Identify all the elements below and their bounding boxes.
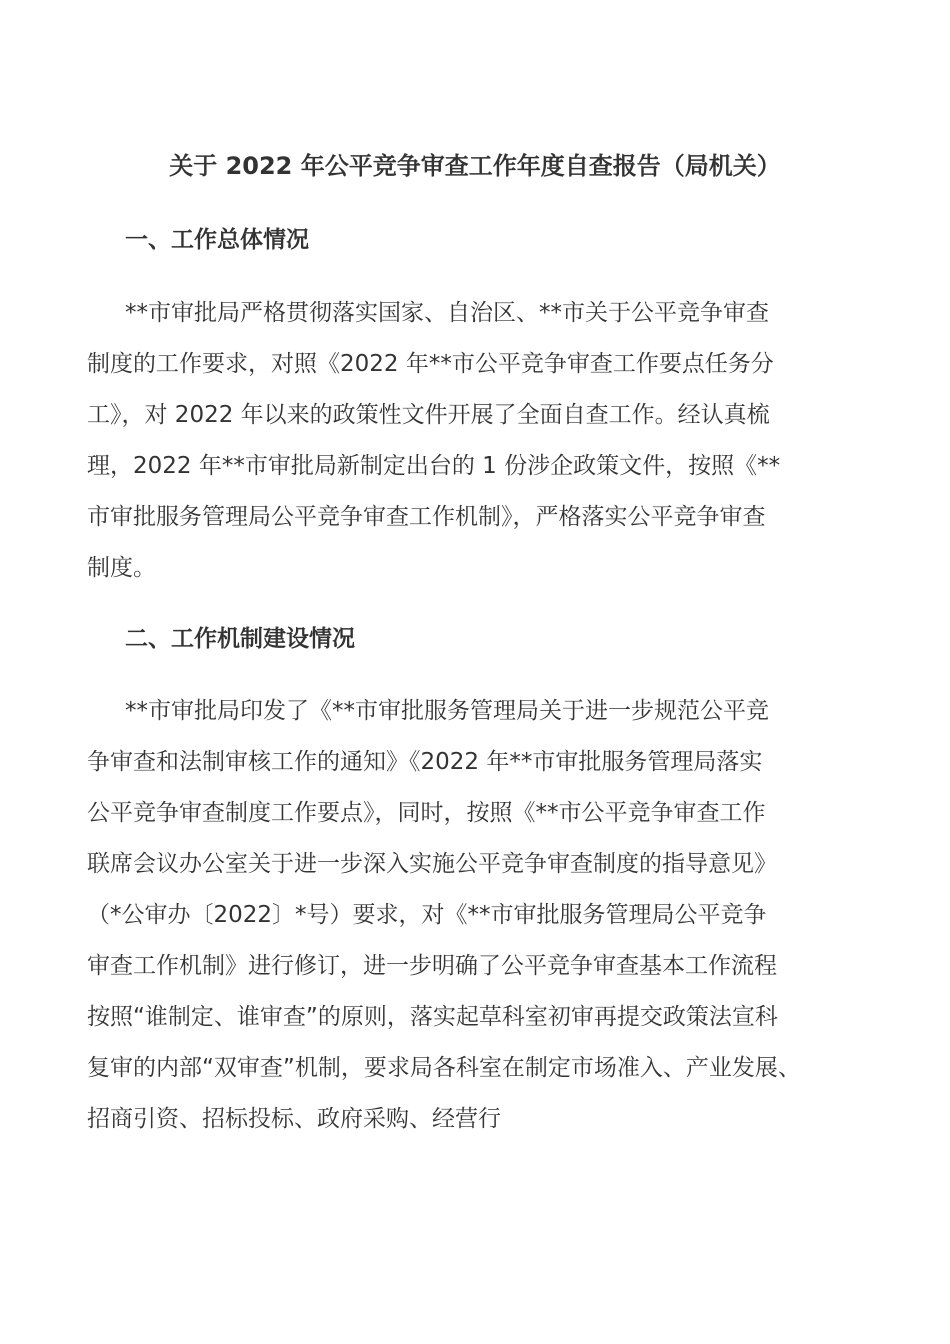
paragraph-line: 公平竞争审查制度工作要点》，同时，按照《**市公平竞争审查工作 xyxy=(87,800,766,826)
paragraph-line: （*公审办〔2022〕*号）要求，对《**市审批服务管理局公平竞争 xyxy=(87,902,767,928)
section-heading-mechanism: 二、工作机制建设情况 xyxy=(125,626,355,652)
paragraph-line: 联席会议办公室关于进一步深入实施公平竞争审查制度的指导意见》 xyxy=(87,851,777,877)
paragraph-line: 审查工作机制》进行修订，进一步明确了公平竞争审查基本工作流程 xyxy=(87,953,777,979)
paragraph-line: **市审批局印发了《**市审批服务管理局关于进一步规范公平竞 xyxy=(125,698,769,724)
section-heading-overview: 一、工作总体情况 xyxy=(125,227,309,253)
paragraph-line: 市审批服务管理局公平竞争审查工作机制》，严格落实公平竞争审查 xyxy=(87,504,766,530)
paragraph-line: **市审批局严格贯彻落实国家、自治区、**市关于公平竞争审查 xyxy=(125,300,769,326)
document-title: 关于 2022 年公平竞争审查工作年度自查报告（局机关） xyxy=(169,152,781,180)
paragraph-line: 复审的内部“双审查”机制，要求局各科室在制定市场准入、产业发展、 xyxy=(87,1055,801,1081)
section-paragraph-overview xyxy=(87,288,877,594)
paragraph-line: 工》，对 2022 年以来的政策性文件开展了全面自查工作。经认真梳 xyxy=(87,402,770,428)
paragraph-line: 按照“谁制定、谁审查”的原则，落实起草科室初审再提交政策法宣科 xyxy=(87,1004,778,1030)
paragraph-line: 制度。 xyxy=(87,555,156,581)
paragraph-line: 争审查和法制审核工作的通知》《2022 年**市审批服务管理局落实 xyxy=(87,749,763,775)
paragraph-line: 理，2022 年**市审批局新制定出台的 1 份涉企政策文件，按照《** xyxy=(87,453,781,479)
paragraph-line: 招商引资、招标投标、政府采购、经营行 xyxy=(87,1106,501,1132)
paragraph-line: 制度的工作要求，对照《2022 年**市公平竞争审查工作要点任务分 xyxy=(87,351,774,377)
section-paragraph-mechanism xyxy=(87,686,877,1145)
